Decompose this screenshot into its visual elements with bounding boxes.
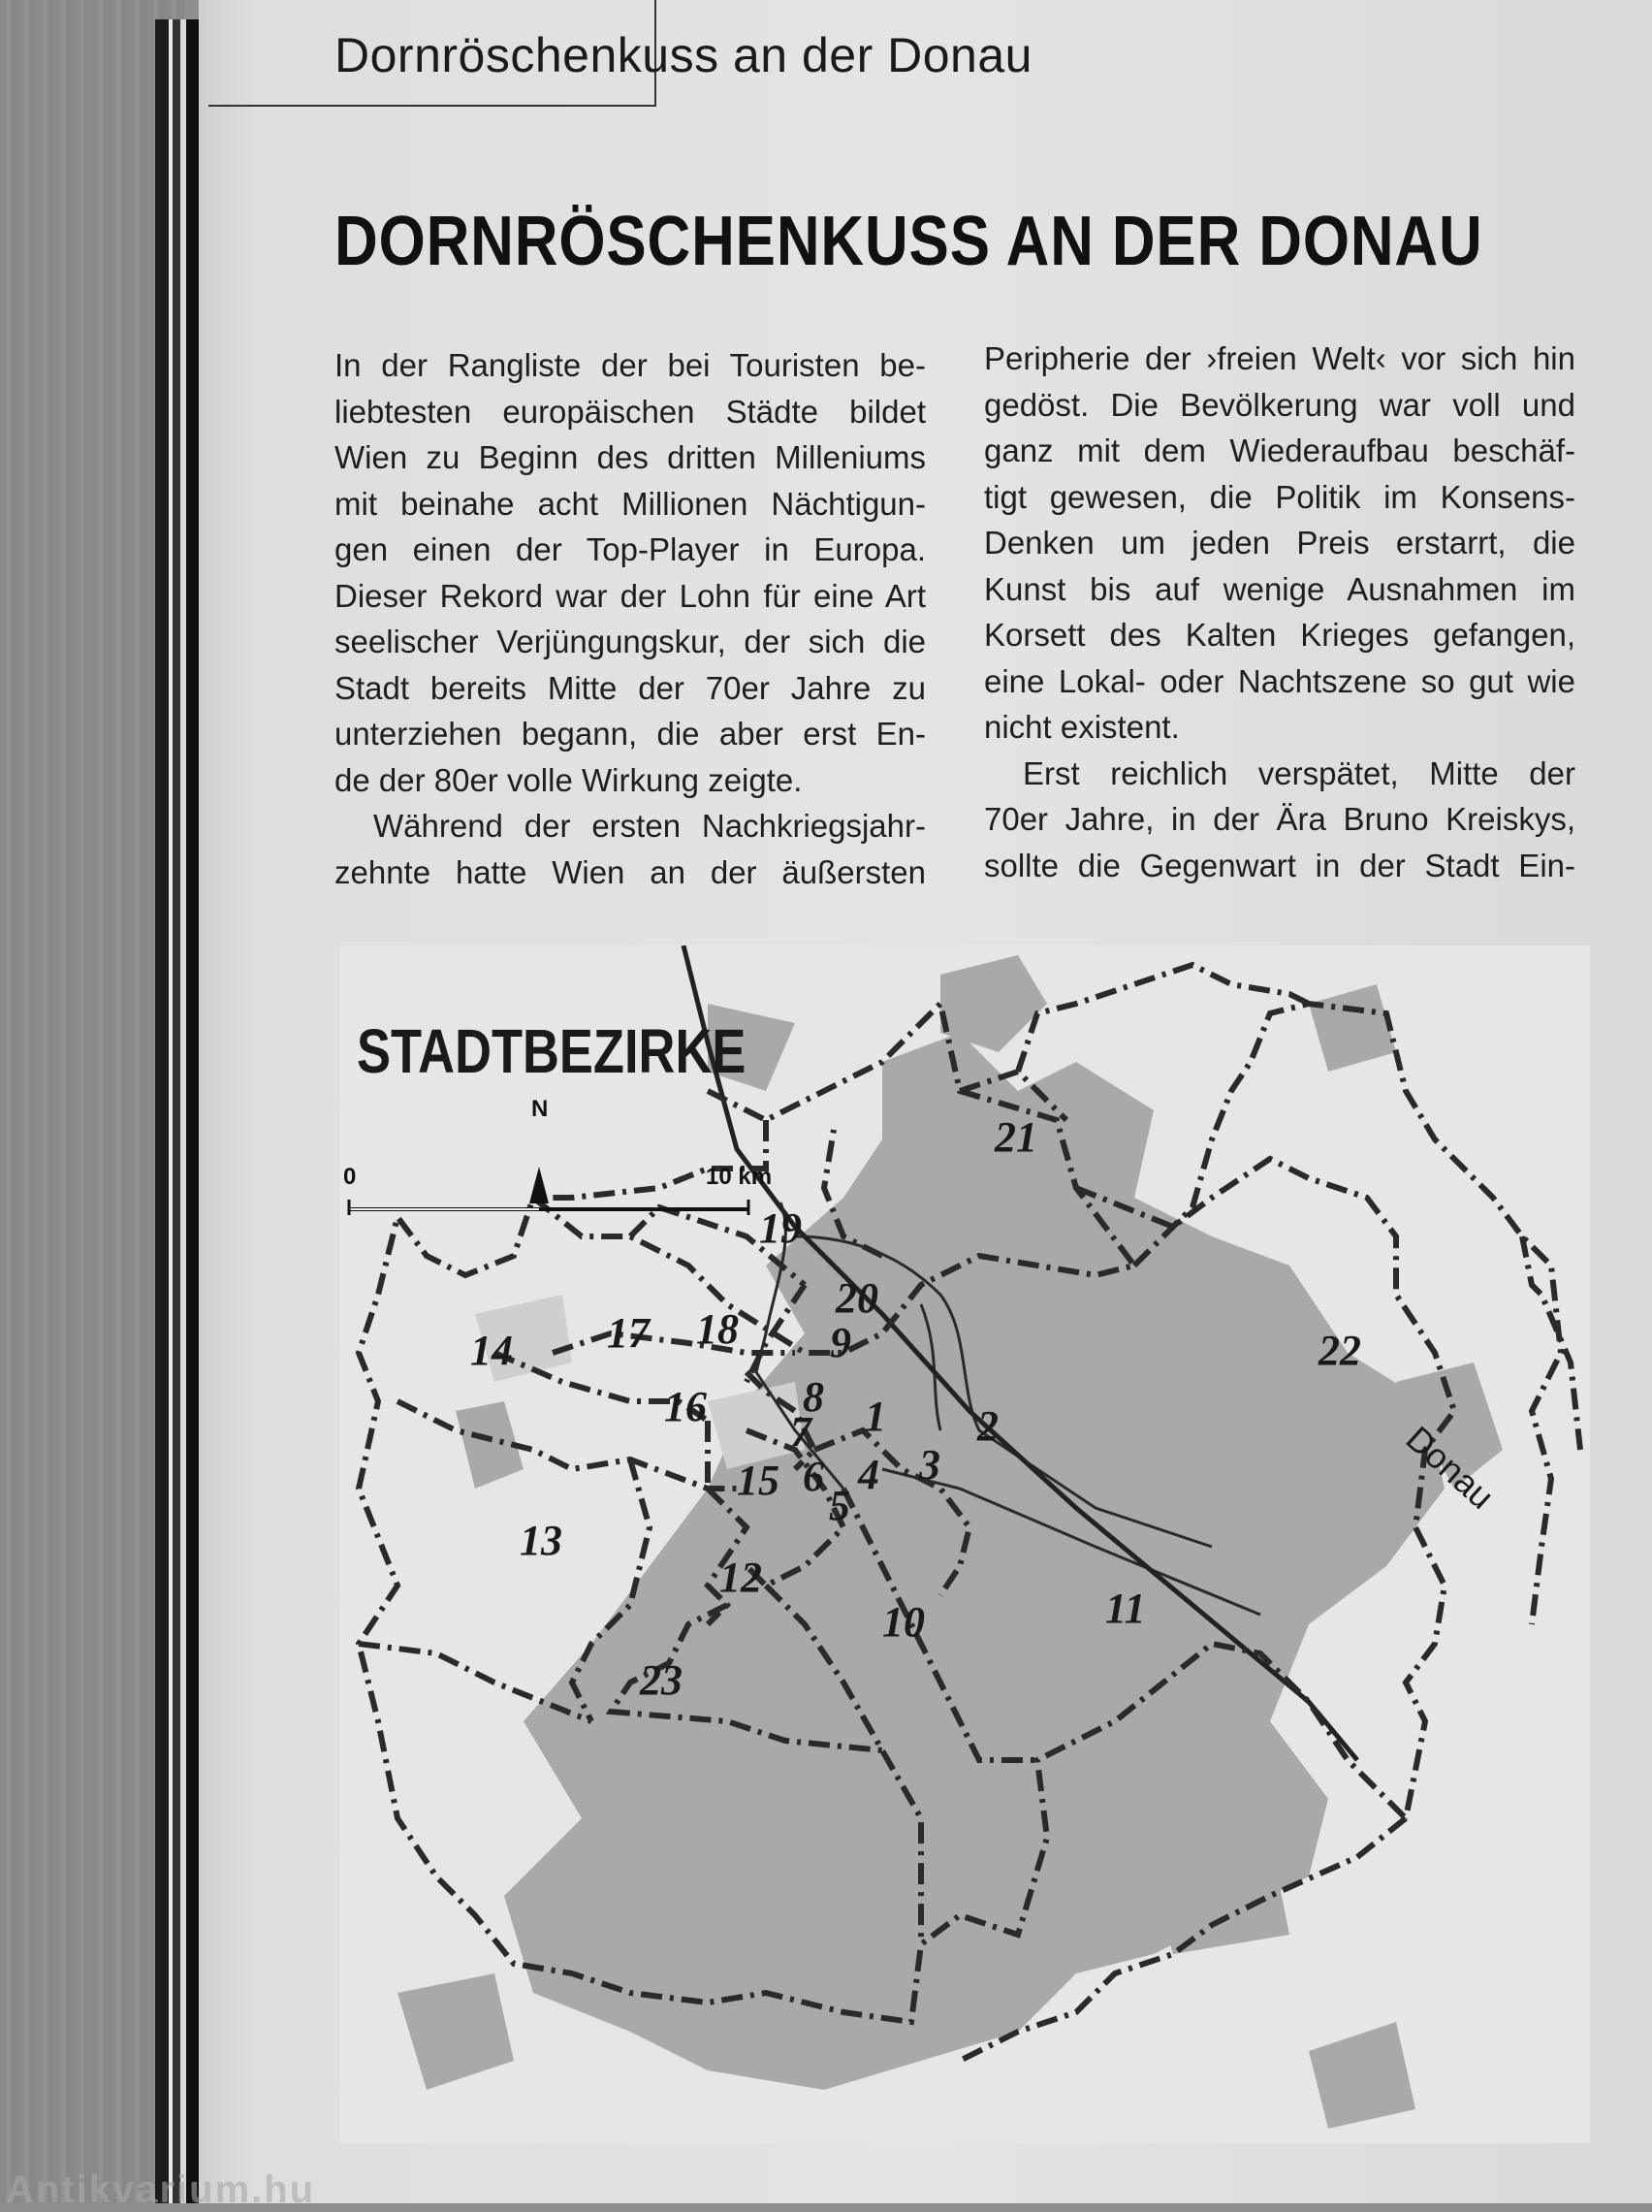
text-line: de der 80er volle Wirkung zeigte. <box>334 761 803 798</box>
text-line: Denken um jeden Preis erstarrt, die <box>984 525 1575 561</box>
text-line: gedöst. Die Bevölkerung war voll und <box>984 386 1575 423</box>
text-line: nicht existent. <box>984 709 1180 745</box>
district-label-3: 3 <box>919 1441 940 1489</box>
district-label-8: 8 <box>803 1373 824 1421</box>
district-label-16: 16 <box>664 1383 707 1430</box>
district-label-9: 9 <box>830 1319 851 1366</box>
map-title: STADTBEZIRKE <box>357 1016 747 1086</box>
text-line: Während der ersten Nachkriegsjahr- <box>373 808 926 844</box>
district-label-14: 14 <box>470 1327 513 1374</box>
text-line: seelischer Verjüngungskur, der sich die <box>334 624 926 659</box>
text-line: Peripherie der ›freien Welt‹ vor sich hin <box>984 340 1575 376</box>
text-line: Korsett des Kalten Krieges gefangen, <box>984 617 1575 653</box>
text-column-right <box>984 336 1575 888</box>
text-line: zehnte hatte Wien an der äußersten <box>334 853 926 890</box>
district-label-12: 12 <box>719 1554 762 1601</box>
watermark: Antikvarium.hu <box>6 2168 316 2211</box>
running-head: Dornröschenkuss an der Donau <box>334 28 1032 82</box>
district-label-18: 18 <box>696 1305 739 1353</box>
district-label-5: 5 <box>829 1482 850 1529</box>
text-line: unterziehen begann, die aber erst En- <box>334 716 926 752</box>
district-label-22: 22 <box>1318 1327 1361 1374</box>
book-page <box>199 0 1652 2203</box>
text-line: ganz mit dem Wiederaufbau beschäf- <box>984 433 1575 468</box>
map-graphic <box>339 946 1590 2143</box>
district-label-2: 2 <box>977 1402 999 1450</box>
paragraph <box>984 751 1575 889</box>
scale-end-label: 10 km <box>706 1164 773 1190</box>
district-label-11: 11 <box>1105 1585 1146 1632</box>
district-map <box>339 946 1590 2143</box>
text-line: 70er Jahre, in der Ära Bruno Kreiskys, <box>984 801 1575 837</box>
district-label-1: 1 <box>865 1393 886 1440</box>
text-line: tigt gewesen, die Politik im Konsens- <box>984 478 1575 515</box>
text-line: liebtesten europäischen Städte bildet <box>334 393 926 430</box>
text-line: Dieser Rekord war der Lohn für eine Art <box>334 577 926 614</box>
text-line: Wien zu Beginn des dritten Milleniums <box>334 439 926 475</box>
district-label-17: 17 <box>607 1309 650 1357</box>
river-label: Donau <box>1398 1418 1502 1517</box>
district-label-6: 6 <box>803 1453 824 1500</box>
district-label-7: 7 <box>790 1408 811 1456</box>
district-label-4: 4 <box>858 1451 879 1498</box>
north-arrow <box>529 1096 549 1203</box>
north-label: N <box>531 1096 549 1122</box>
paragraph <box>334 803 926 895</box>
district-label-20: 20 <box>836 1274 878 1322</box>
text-line: In der Rangliste der bei Touristen be- <box>334 347 926 383</box>
scale-bar <box>343 1164 772 1215</box>
text-line: gen einen der Top-Player in Europa. <box>334 531 926 567</box>
district-label-13: 13 <box>520 1517 562 1564</box>
paragraph <box>334 342 926 803</box>
scale-start-label: 0 <box>343 1164 357 1190</box>
text-line: Erst reichlich verspätet, Mitte der <box>1023 754 1575 791</box>
built-up-areas <box>397 955 1503 2129</box>
text-line: eine Lokal- oder Nachtszene so gut wie <box>984 662 1575 699</box>
chapter-headline: DORNRÖSCHENKUSS AN DER DONAU <box>334 203 1483 280</box>
text-column-left <box>334 342 926 895</box>
district-label-10: 10 <box>882 1598 925 1646</box>
text-line: Stadt bereits Mitte der 70er Jahre zu <box>334 669 926 706</box>
text-line: sollte die Gegenwart in der Stadt Ein- <box>984 847 1575 883</box>
district-label-21: 21 <box>995 1113 1037 1161</box>
district-label-19: 19 <box>759 1204 802 1252</box>
text-line: mit beinahe acht Millionen Nächtigun- <box>334 485 926 522</box>
district-label-23: 23 <box>640 1656 683 1704</box>
district-label-15: 15 <box>737 1457 779 1504</box>
book-spine <box>155 19 204 2203</box>
text-line: Kunst bis auf wenige Ausnahmen im <box>984 570 1575 607</box>
paragraph <box>984 336 1575 751</box>
